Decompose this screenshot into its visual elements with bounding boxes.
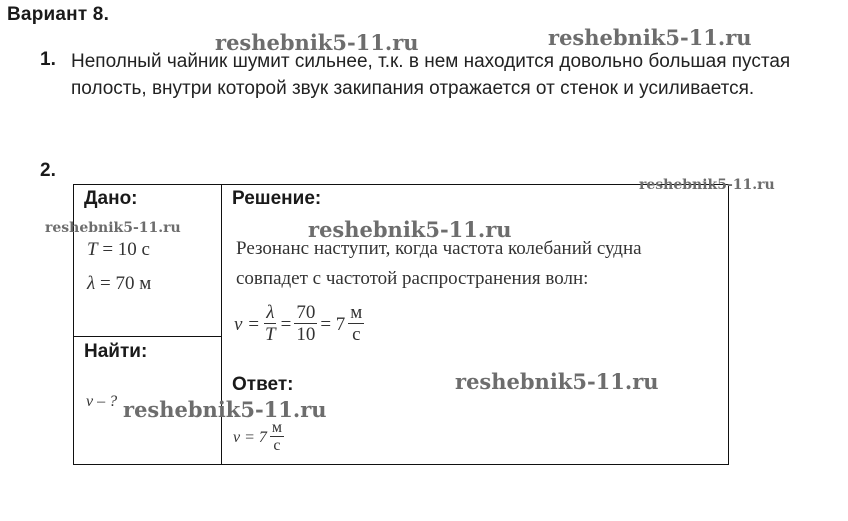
answer-formula [233, 420, 287, 455]
solution-label: Решение: [232, 188, 322, 209]
answer-unit-fraction [270, 420, 284, 455]
fraction-lambda-over-t [263, 303, 278, 346]
fraction-70-numerator: 70 [296, 302, 316, 323]
period-symbol: T [87, 239, 98, 260]
wavelength-value: = 70 м [95, 273, 152, 294]
period-value: = 10 с [97, 239, 150, 260]
watermark-1: reshebnik5-11.ru [215, 30, 419, 55]
watermark-2: reshebnik5-11.ru [548, 25, 752, 50]
question-1-answer-text: Неполный чайник шумит сильнее, т.к. в нем находится довольно большая пустая полость, внутри которой звук закипания отражается от стенок и усиливается. [71, 51, 791, 99]
solution-line-2: совпадет с частотой распространения волн: [236, 268, 589, 289]
formula-lhs: v = [234, 313, 261, 335]
watermark-7: reshebnik5-11.ru [123, 397, 327, 422]
watermark-4: reshebnik5-11.ru [45, 220, 181, 236]
formula-equals-1: = [280, 313, 292, 335]
watermark-3: reshebnik5-11.ru [639, 177, 775, 193]
question-2-number: 2. [40, 160, 56, 181]
answer-unit-numerator: м [271, 419, 283, 436]
formula-result: = 7 [320, 313, 346, 335]
variant-heading: Вариант 8. [7, 4, 110, 25]
answer-label: Ответ: [232, 374, 294, 395]
table-vertical-divider [221, 184, 222, 465]
solution-line-1: Резонанс наступит, когда частота колебаний судна [236, 238, 642, 259]
answer-lhs: v = 7 [233, 428, 267, 446]
watermark-5: reshebnik5-11.ru [308, 217, 512, 242]
find-value: v – ? [86, 393, 118, 410]
given-label: Дано: [84, 188, 138, 209]
fraction-unit [348, 303, 364, 346]
solution-formula [234, 303, 367, 346]
fraction-t-denominator: T [265, 324, 276, 345]
table-horizontal-divider [73, 336, 222, 337]
fraction-10-denominator: 10 [296, 324, 316, 345]
fraction-lambda-numerator: λ [266, 302, 275, 323]
given-wavelength [87, 273, 151, 295]
fraction-70-over-10 [294, 303, 317, 346]
wavelength-symbol: λ [87, 273, 96, 294]
question-1-number: 1. [40, 49, 56, 70]
find-label: Найти: [84, 341, 148, 362]
answer-unit-denominator: с [273, 437, 281, 454]
unit-denominator: с [352, 324, 361, 345]
unit-numerator: м [350, 302, 363, 323]
given-period [87, 239, 150, 261]
watermark-6: reshebnik5-11.ru [455, 369, 659, 394]
